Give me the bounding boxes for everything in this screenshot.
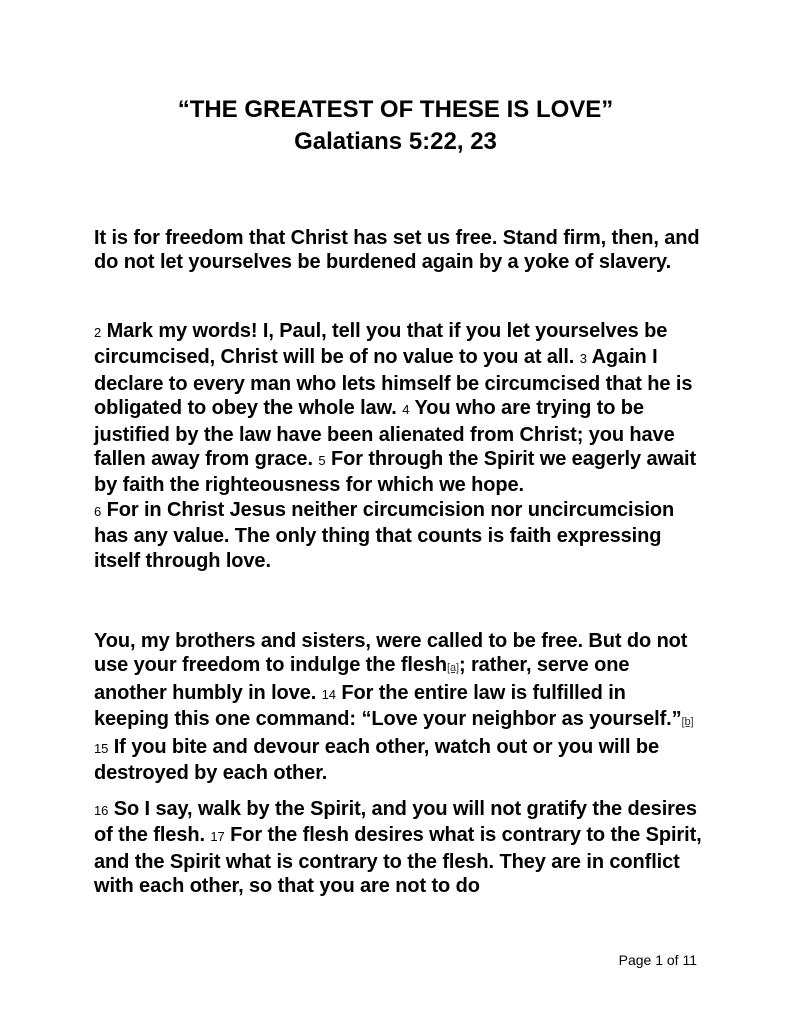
paragraph-text-b: ; rather, serve one another humbly in love.: [94, 654, 630, 704]
paragraph-text-a: You, my brothers and sisters, were called to be free. But do not use your freedom to indulge the flesh: [94, 630, 688, 677]
verse-number-2: 2: [94, 325, 102, 340]
verse-text-6: For in Christ Jesus neither circumcision nor uncircumcision has any value. The only thing that counts is faith expressing itself through love.: [94, 498, 675, 572]
verse-text-15: If you bite and devour each other, watch out or you will be destroyed by each other.: [94, 735, 660, 785]
title-heading: “THE GREATEST OF THESE IS LOVE”: [177, 96, 614, 123]
verse-number-5: 5: [318, 453, 326, 469]
verse-number-14: 14: [321, 686, 336, 702]
verse-number-17: 17: [210, 829, 225, 845]
verse-text-14: For the entire law is fulfilled in keeping this one command: “Love your neighbor as yourself.”: [94, 681, 682, 731]
paragraph-verses-2-6: [94, 319, 704, 573]
paragraph-text: It is for freedom that Christ has set us free. Stand firm, then, and do not let yourselves be burdened again by a yoke of slavery.: [94, 227, 700, 274]
verse-text-16: So I say, walk by the Spirit, and you will not gratify the desires of the flesh.: [94, 798, 697, 847]
footnote-link-b[interactable]: [b]: [681, 716, 694, 729]
verse-number-3: 3: [579, 351, 587, 367]
verse-text-17: For the flesh desires what is contrary to the Spirit, and the Spirit what is contrary to the flesh. They are in conflict with each other, so that you are not to do: [94, 824, 702, 898]
paragraph-called-to-be-free: [94, 629, 704, 785]
footnote-link-a[interactable]: [a]: [447, 662, 459, 675]
verse-number-15: 15: [94, 740, 109, 756]
page-number: Page 1 of 11: [618, 952, 697, 968]
page-title: [0, 94, 791, 158]
verse-number-4: 4: [402, 402, 410, 418]
paragraph-freedom: [94, 226, 704, 275]
verse-text-5: For through the Spirit we eagerly await by faith the righteousness for which we hope.: [94, 448, 697, 497]
scripture-reference: Galatians 5:22, 23: [294, 128, 497, 155]
verse-number-6: 6: [94, 503, 102, 519]
verse-text-4: You who are trying to be justified by the law have been alienated from Christ; you have fallen away from grace.: [94, 397, 675, 471]
verse-number-16: 16: [94, 803, 109, 818]
verse-text-3: Again I declare to every man who lets himself be circumcised that he is obligated to obey the whole law.: [94, 346, 693, 420]
paragraph-verses-16-17: [94, 797, 704, 899]
verse-text-2: Mark my words! I, Paul, tell you that if you let yourselves be circumcised, Christ will be of no value to you at all.: [94, 320, 668, 369]
